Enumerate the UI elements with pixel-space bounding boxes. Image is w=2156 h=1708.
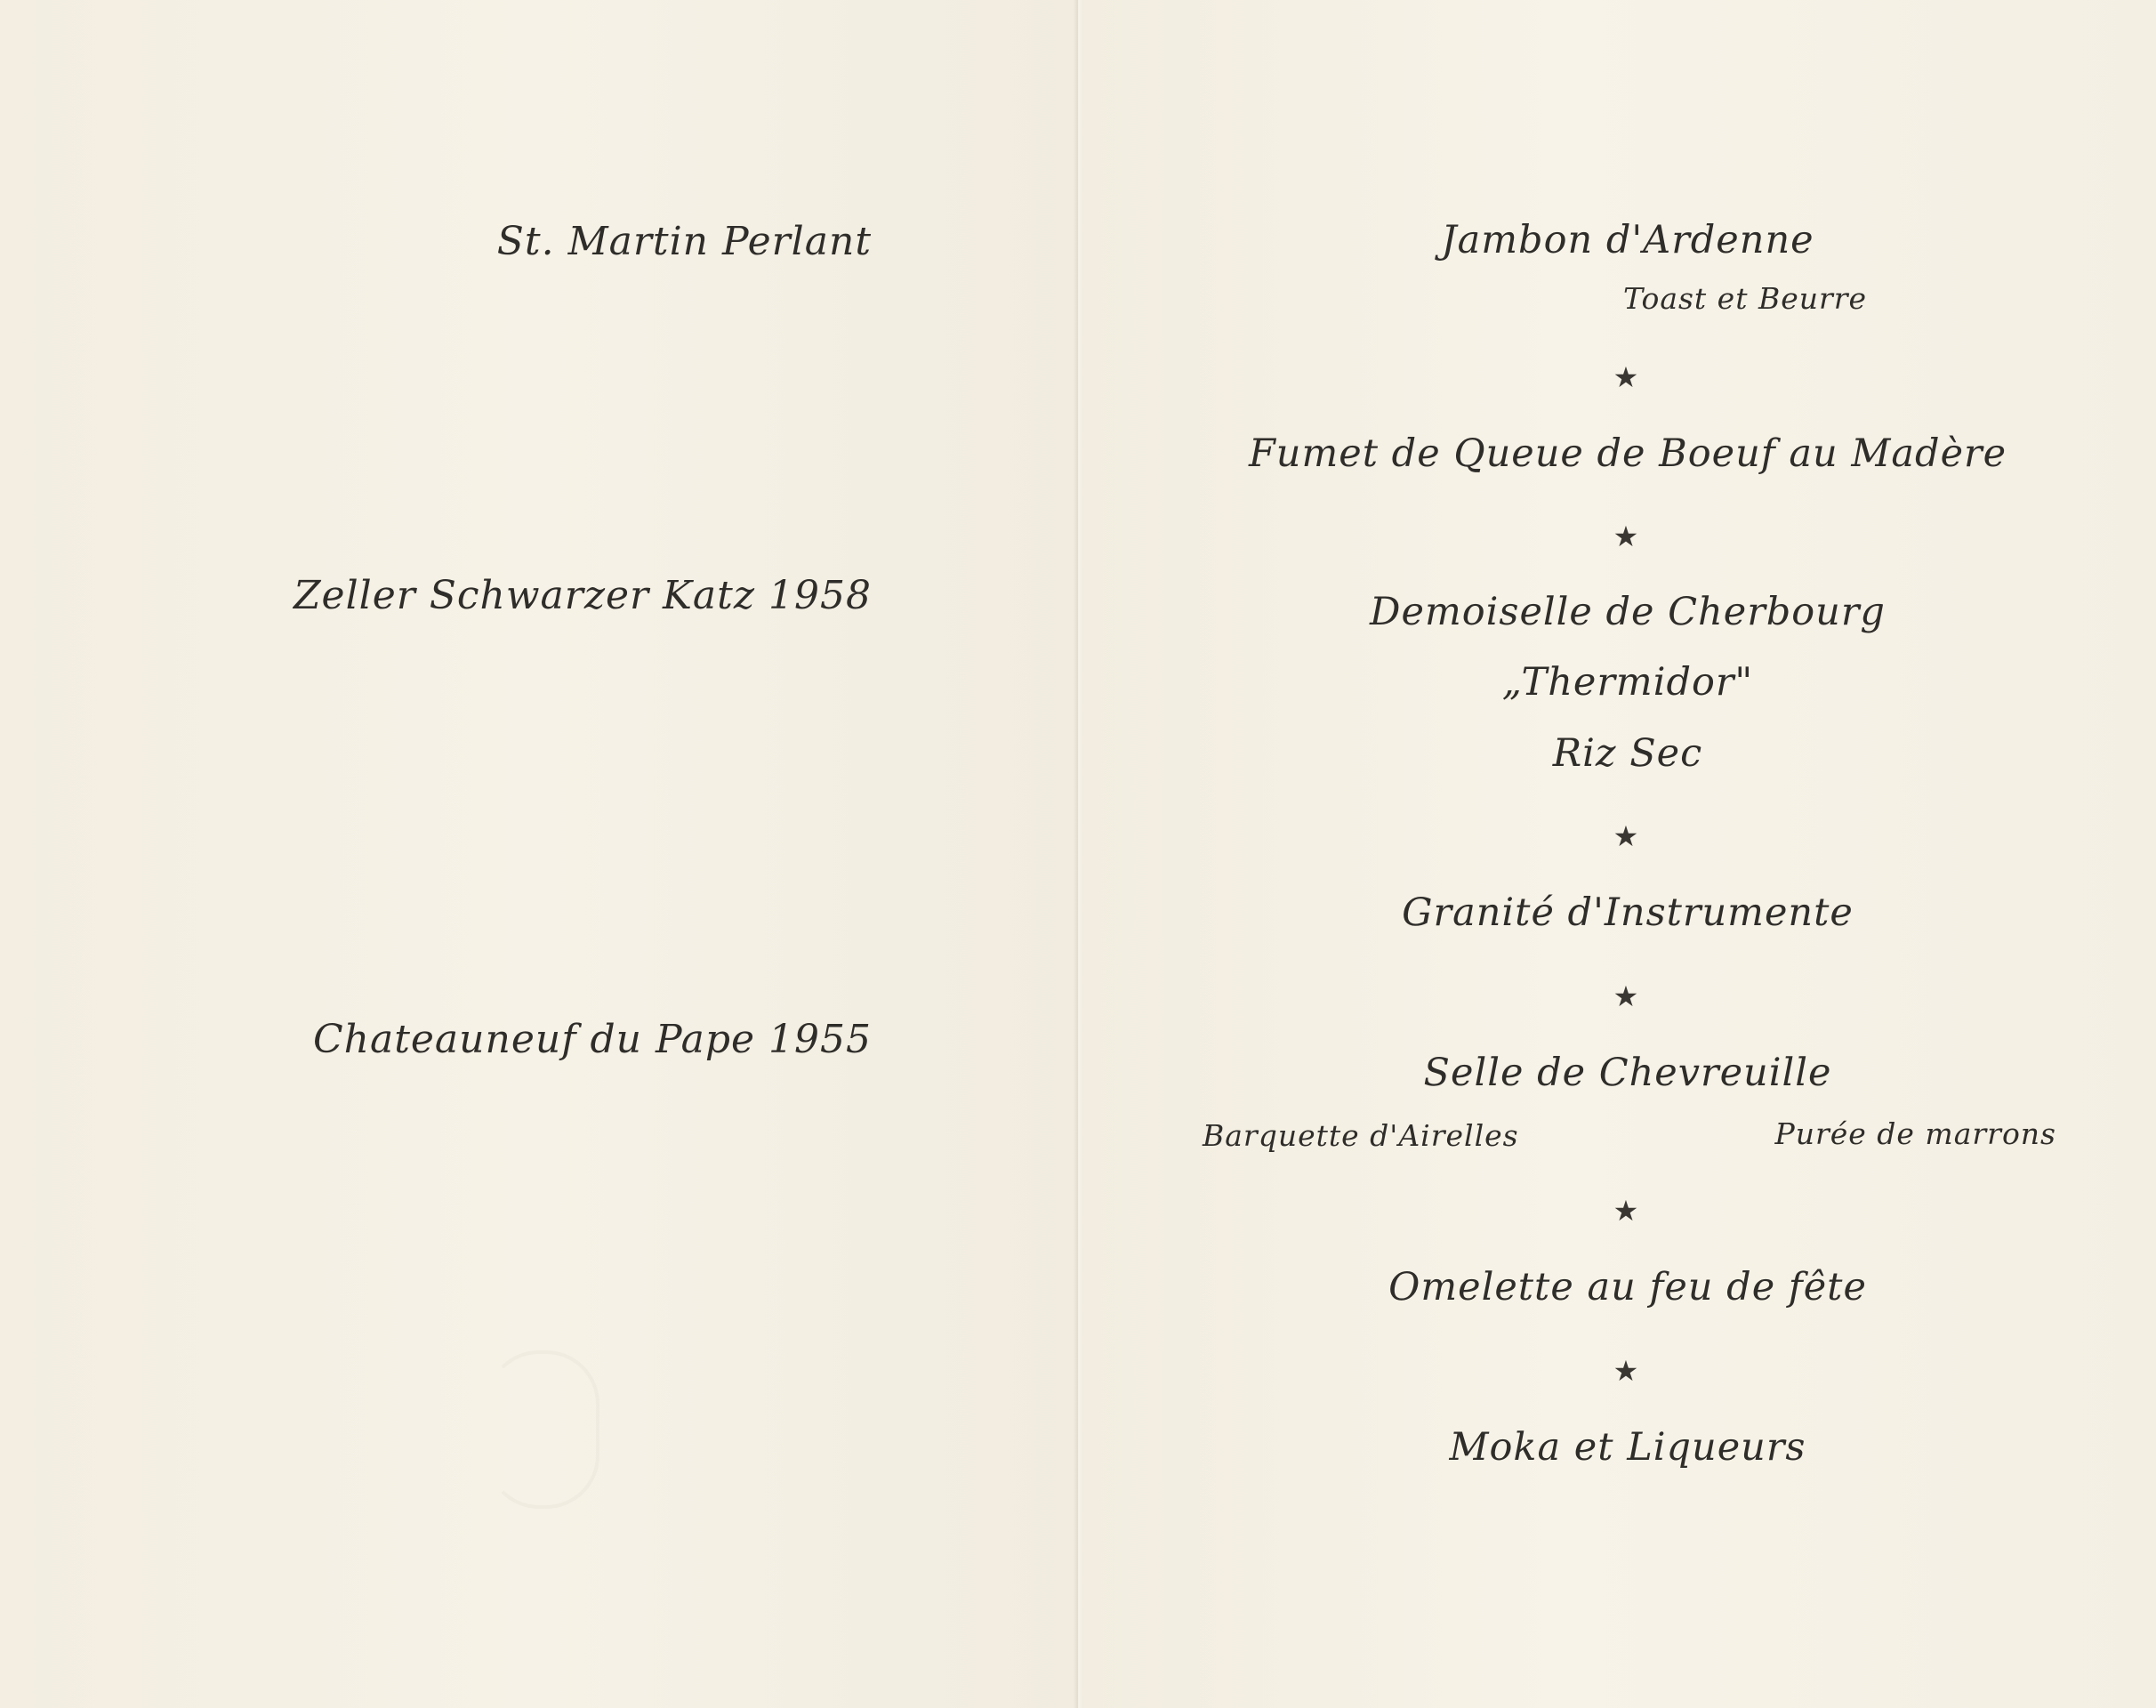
menu-course-1-side: Toast et Beurre bbox=[1623, 281, 1868, 316]
wine-item-1: St. Martin Perlant bbox=[496, 219, 872, 264]
menu-course-5: Selle de Chevreuille bbox=[1423, 1051, 1832, 1095]
menu-course-3-line-2: „Thermidor" bbox=[1501, 660, 1754, 705]
menu-course-3-line-3: Riz Sec bbox=[1552, 731, 1703, 776]
star-separator-icon: ★ bbox=[1613, 979, 1639, 1013]
star-separator-icon: ★ bbox=[1613, 819, 1639, 853]
star-separator-icon: ★ bbox=[1613, 1194, 1639, 1228]
embossed-logo-mark bbox=[486, 1350, 599, 1509]
star-separator-icon: ★ bbox=[1613, 1354, 1639, 1388]
menu-course-5-side-left: Barquette d'Airelles bbox=[1203, 1118, 1519, 1153]
star-separator-icon: ★ bbox=[1613, 360, 1639, 394]
menu-course-2: Fumet de Queue de Boeuf au Madère bbox=[1248, 431, 2007, 476]
menu-course-6: Omelette au feu de fête bbox=[1388, 1265, 1867, 1309]
menu-course-5-side-right: Purée de marrons bbox=[1774, 1116, 2056, 1151]
card-fold-line bbox=[1074, 0, 1082, 1708]
menu-course-3-line-1: Demoiselle de Cherbourg bbox=[1370, 590, 1886, 634]
star-separator-icon: ★ bbox=[1613, 520, 1639, 553]
wine-item-3: Chateauneuf du Pape 1955 bbox=[312, 1017, 872, 1062]
wine-item-2: Zeller Schwarzer Katz 1958 bbox=[293, 573, 872, 618]
menu-course-4: Granité d'Instrumente bbox=[1402, 890, 1854, 935]
menu-course-1: Jambon d'Ardenne bbox=[1441, 218, 1814, 262]
menu-course-7: Moka et Liqueurs bbox=[1449, 1425, 1806, 1470]
